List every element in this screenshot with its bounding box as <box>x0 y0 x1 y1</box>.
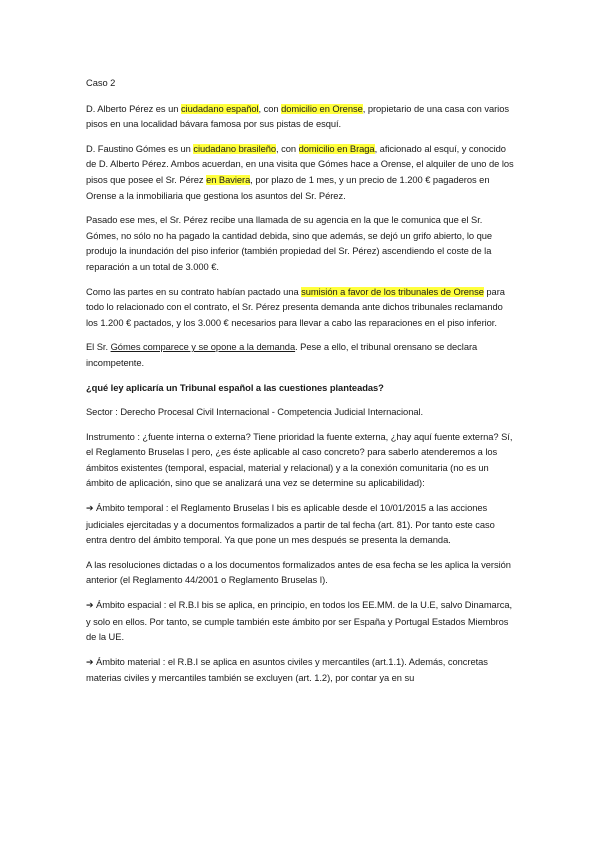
paragraph-alberto <box>86 102 514 133</box>
highlight-domicilio-orense: domicilio en Orense <box>281 103 363 114</box>
text-run: , por plazo de 1 mes, y un precio de 1.200 € pagaderos en Orense a la inmobiliaria que gestiona los asuntos del Sr. Pérez. <box>86 174 490 201</box>
paragraph-faustino <box>86 142 514 204</box>
text-run: , propietario de una casa con varios pisos en una localidad bávara famosa por sus pistas de esquí. <box>86 103 509 130</box>
paragraph-sumision <box>86 285 514 332</box>
highlight-en-baviera: en Baviera <box>206 174 251 185</box>
paragraph-sector: Sector : Derecho Procesal Civil Internacional - Competencia Judicial Internacional. <box>86 407 424 418</box>
text-run: Ámbito espacial : el R.B.I bis se aplica, en principio, en todos los EE.MM. de la U.E, salvo Dinamarca, y solo en ellos. Por tanto, se cumple también este ámbito por ser España y Portugal Estados Miembros de la UE. <box>86 600 513 643</box>
paragraph-pasado: Pasado ese mes, el Sr. Pérez recibe una llamada de su agencia en la que le comunica que el Sr. Gómes, no sólo no ha pagado la cantidad debida, sino que además, se dejó un grifo abierto, lo que produjo la inundación del piso inferior (también propiedad del Sr. Pérez) ascendiendo el coste de la reparación a un total de 3.000 €. <box>86 215 493 272</box>
paragraph-ambito-material <box>86 655 514 687</box>
text-run: , aficionado al esquí, y conocido de D. Alberto Pérez. Ambos acuerdan, en una visita que Gómes hace a Orense, el alquiler de uno de los pisos que posee el Sr. Pérez <box>86 143 514 185</box>
paragraph-instrumento: Instrumento : ¿fuente interna o externa? Tiene prioridad la fuente externa, ¿hay aquí fuente externa? Sí, el Reglamento Bruselas I pero, ¿es éste aplicable al caso concreto? para saberlo atenderemos a los ámbitos existentes (temporal, espacial, material y relacional) y a la conexión comunitaria (no es un ámbito de aplicación, sino que se analizará una vez se determine su aplicabilidad): <box>86 431 513 489</box>
text-run: D. Faustino Gómes es un <box>86 143 194 154</box>
text-run: El Sr. <box>86 342 111 353</box>
underlined-comparece: Gómes comparece y se opone a la demanda <box>110 342 296 353</box>
case-title: Caso 2 <box>86 78 116 88</box>
text-run: D. Alberto Pérez es un <box>86 103 181 114</box>
text-run: para todo lo relacionado con el contrato, el Sr. Pérez presenta demanda ante dichos tribunales reclamando los 1.200 € pactados, y los 3.000 € necesarios para llevar a cabo las reparaciones en el piso inferior. <box>86 286 505 328</box>
text-run: Como las partes en su contrato habían pactado una <box>86 286 302 297</box>
highlight-ciudadano-brasileno: ciudadano brasileño <box>193 143 277 154</box>
text-run: Ámbito material : el R.B.I se aplica en asuntos civiles y mercantiles (art.1.1). Además, concretas materias civiles y mercantiles también se excluyen (art. 1.2), por contar ya en su <box>86 656 488 684</box>
text-run: Ámbito temporal : el Reglamento Bruselas I bis es aplicable desde el 10/01/2015 a las acciones judiciales ejercitadas y a documentos formalizados a partir de tal fecha (art. 81). Por tanto este caso entra dentro del ámbito temporal. Ya que pone un mes después se presenta la demanda. <box>86 503 495 546</box>
arrow-icon: ➔ <box>86 504 94 515</box>
text-run: . Pese a ello, el tribunal orensano se declara incompetente. <box>86 342 478 368</box>
paragraph-ambito-espacial <box>86 598 514 646</box>
paragraph-ambito-temporal <box>86 501 514 549</box>
text-run: , con <box>276 143 299 154</box>
arrow-icon: ➔ <box>86 601 94 612</box>
question-heading: ¿qué ley aplicaría un Tribunal español a las cuestiones planteadas? <box>86 382 384 393</box>
text-run: , con <box>258 103 282 114</box>
paragraph-resoluciones: A las resoluciones dictadas o a los documentos formalizados antes de esa fecha se les aplica la versión anterior (el Reglamento 44/2001 o Reglamento Bruselas I). <box>86 559 511 586</box>
highlight-ciudadano-espanol: ciudadano español <box>180 103 259 114</box>
paragraph-comparece <box>86 340 514 371</box>
highlight-domicilio-braga: domicilio en Braga <box>298 143 375 154</box>
highlight-sumision-orense: sumisión a favor de los tribunales de Orense <box>301 286 484 297</box>
arrow-icon: ➔ <box>86 657 94 668</box>
